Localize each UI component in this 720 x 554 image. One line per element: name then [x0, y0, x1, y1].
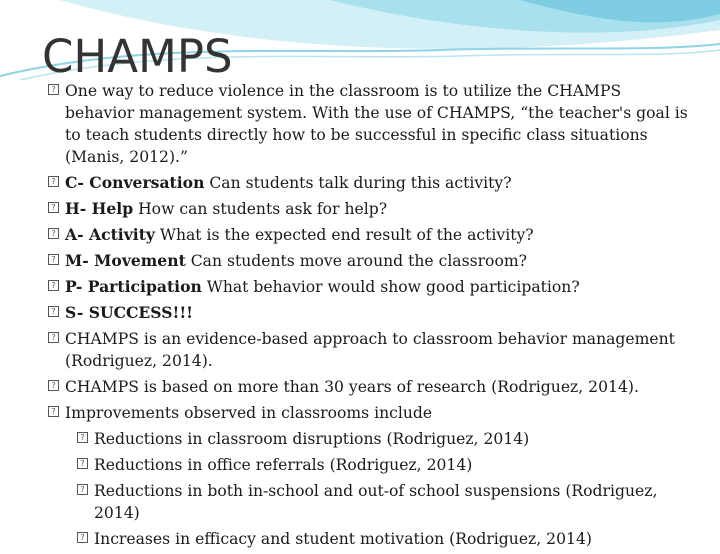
- bullet-box-icon: ?: [77, 532, 88, 543]
- bullet-box-icon: ?: [48, 228, 59, 239]
- list-item: ? H- Help How can students ask for help?: [48, 198, 688, 220]
- list-item: ? A- Activity What is the expected end result of the activity?: [48, 224, 688, 246]
- bullet-list: [48, 80, 688, 554]
- bullet-box-icon: ?: [48, 254, 59, 265]
- sub-list-item: ? Increases in efficacy and student motivation (Rodriguez, 2014): [77, 528, 688, 550]
- list-item: ? S- SUCCESS!!!: [48, 302, 688, 324]
- list-item: ? CHAMPS is an evidence-based approach to classroom behavior management (Rodriguez, 2014).: [48, 328, 688, 372]
- bullet-box-icon: ?: [48, 202, 59, 213]
- bullet-box-icon: ?: [77, 484, 88, 495]
- bullet-box-icon: ?: [48, 380, 59, 391]
- sub-list-item: ? Reductions in both in-school and out-of school suspensions (Rodriguez, 2014): [77, 480, 688, 524]
- list-item: ? M- Movement Can students move around the classroom?: [48, 250, 688, 272]
- list-item: ? One way to reduce violence in the classroom is to utilize the CHAMPS behavior management system. With the use of CHAMPS, “the teacher's goal is to teach students directly how to be successful in specific class situations (Manis, 2012).”: [48, 80, 688, 168]
- list-item: ? CHAMPS is based on more than 30 years of research (Rodriguez, 2014).: [48, 376, 688, 398]
- slide-title: CHAMPS: [42, 30, 233, 83]
- sub-list-item: ? Reductions in classroom disruptions (Rodriguez, 2014): [77, 428, 688, 450]
- list-item: ? Improvements observed in classrooms include: [48, 402, 688, 424]
- bullet-box-icon: ?: [48, 306, 59, 317]
- list-item: ? C- Conversation Can students talk during this activity?: [48, 172, 688, 194]
- bullet-box-icon: ?: [48, 176, 59, 187]
- bullet-box-icon: ?: [48, 280, 59, 291]
- bullet-box-icon: ?: [48, 84, 59, 95]
- bullet-box-icon: ?: [77, 432, 88, 443]
- bullet-box-icon: ?: [48, 406, 59, 417]
- list-item: ? P- Participation What behavior would show good participation?: [48, 276, 688, 298]
- bullet-box-icon: ?: [77, 458, 88, 469]
- bullet-box-icon: ?: [48, 332, 59, 343]
- sub-list-item: ? Reductions in office referrals (Rodriguez, 2014): [77, 454, 688, 476]
